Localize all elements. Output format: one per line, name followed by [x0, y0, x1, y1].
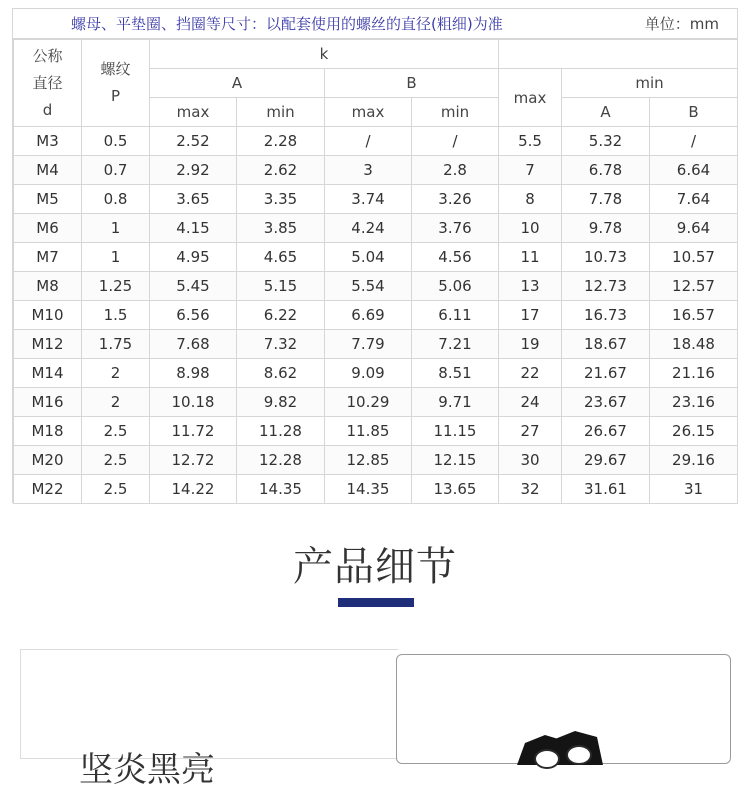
cell-pitch: 2.5 — [82, 475, 150, 504]
cell-s-min-b: 26.15 — [650, 417, 738, 446]
cell-k-b-min: 8.51 — [412, 359, 499, 388]
header-s-min-b: B — [650, 98, 738, 127]
cell-s-max: 5.5 — [499, 127, 562, 156]
cell-k-a-max: 2.52 — [150, 127, 237, 156]
cell-s-min-b: 29.16 — [650, 446, 738, 475]
cell-pitch: 1.75 — [82, 330, 150, 359]
title-underline — [338, 598, 414, 607]
cell-pitch: 2.5 — [82, 417, 150, 446]
cell-k-b-max: 6.69 — [325, 301, 412, 330]
cell-k-a-max: 11.72 — [150, 417, 237, 446]
cell-s-min-a: 21.67 — [562, 359, 650, 388]
cell-k-a-min: 4.65 — [237, 243, 325, 272]
header-k-b-max: max — [325, 98, 412, 127]
cell-nominal: M14 — [14, 359, 82, 388]
cell-s-max: 19 — [499, 330, 562, 359]
detail-caption: 坚炎黑亮 — [79, 750, 215, 790]
size-note: 螺母、平垫圈、挡圈等尺寸：以配套使用的螺丝的直径(粗细)为准 — [71, 15, 503, 33]
cell-pitch: 1 — [82, 243, 150, 272]
cell-s-min-a: 6.78 — [562, 156, 650, 185]
unit-label: 单位：mm — [644, 15, 719, 33]
cell-pitch: 1.25 — [82, 272, 150, 301]
cell-k-a-min: 8.62 — [237, 359, 325, 388]
cell-k-a-min: 2.62 — [237, 156, 325, 185]
table-row — [14, 417, 738, 446]
table-row — [14, 446, 738, 475]
table-row — [14, 301, 738, 330]
cell-k-a-max: 3.65 — [150, 185, 237, 214]
detail-text-card — [20, 649, 398, 790]
spec-header-bar — [13, 9, 737, 39]
cell-s-max: 11 — [499, 243, 562, 272]
cell-nominal: M4 — [14, 156, 82, 185]
table-row — [14, 185, 738, 214]
cell-s-max: 7 — [499, 156, 562, 185]
header-k-b: B — [325, 69, 499, 98]
cell-s-max: 10 — [499, 214, 562, 243]
cell-nominal: M18 — [14, 417, 82, 446]
cell-s-min-b: 16.57 — [650, 301, 738, 330]
cell-s-min-b: 23.16 — [650, 388, 738, 417]
cell-nominal: M6 — [14, 214, 82, 243]
cell-k-a-min: 11.28 — [237, 417, 325, 446]
cell-k-b-min: 3.26 — [412, 185, 499, 214]
hex-nut-image — [397, 655, 732, 765]
cell-s-max: 8 — [499, 185, 562, 214]
cell-s-min-a: 9.78 — [562, 214, 650, 243]
cell-k-b-max: 9.09 — [325, 359, 412, 388]
cell-pitch: 0.5 — [82, 127, 150, 156]
header-thread-pitch: 螺纹 P — [82, 40, 150, 127]
cell-s-min-a: 10.73 — [562, 243, 650, 272]
cell-k-b-min: 7.21 — [412, 330, 499, 359]
spec-table-panel — [12, 8, 738, 503]
header-s-blank — [499, 40, 738, 69]
cell-k-a-max: 4.15 — [150, 214, 237, 243]
table-row — [14, 330, 738, 359]
cell-k-a-min: 5.15 — [237, 272, 325, 301]
cell-k-a-min: 7.32 — [237, 330, 325, 359]
header-k-a: A — [150, 69, 325, 98]
cell-s-min-a: 29.67 — [562, 446, 650, 475]
cell-k-b-max: 5.04 — [325, 243, 412, 272]
cell-k-a-min: 12.28 — [237, 446, 325, 475]
table-row — [14, 388, 738, 417]
cell-s-max: 30 — [499, 446, 562, 475]
cell-k-a-max: 14.22 — [150, 475, 237, 504]
cell-nominal: M8 — [14, 272, 82, 301]
header-k-a-max: max — [150, 98, 237, 127]
table-row — [14, 214, 738, 243]
cell-k-a-max: 6.56 — [150, 301, 237, 330]
cell-k-b-max: 12.85 — [325, 446, 412, 475]
cell-k-b-min: 9.71 — [412, 388, 499, 417]
cell-s-min-b: 6.64 — [650, 156, 738, 185]
header-k: k — [150, 40, 499, 69]
cell-k-a-max: 5.45 — [150, 272, 237, 301]
table-row — [14, 359, 738, 388]
cell-k-a-min: 2.28 — [237, 127, 325, 156]
header-nominal-diameter: 公称 直径 d — [14, 40, 82, 127]
cell-s-max: 27 — [499, 417, 562, 446]
cell-s-min-b: 18.48 — [650, 330, 738, 359]
cell-s-min-a: 31.61 — [562, 475, 650, 504]
cell-s-max: 32 — [499, 475, 562, 504]
cell-nominal: M16 — [14, 388, 82, 417]
cell-k-a-min: 3.35 — [237, 185, 325, 214]
cell-k-b-max: 4.24 — [325, 214, 412, 243]
header-k-b-min: min — [412, 98, 499, 127]
cell-k-b-min: 11.15 — [412, 417, 499, 446]
cell-nominal: M22 — [14, 475, 82, 504]
cell-nominal: M10 — [14, 301, 82, 330]
cell-s-min-a: 5.32 — [562, 127, 650, 156]
cell-k-a-max: 4.95 — [150, 243, 237, 272]
cell-pitch: 2 — [82, 359, 150, 388]
cell-k-b-min: 5.06 — [412, 272, 499, 301]
cell-k-b-min: 12.15 — [412, 446, 499, 475]
cell-k-a-max: 8.98 — [150, 359, 237, 388]
cell-s-max: 24 — [499, 388, 562, 417]
cell-s-min-b: 31 — [650, 475, 738, 504]
cell-s-min-a: 16.73 — [562, 301, 650, 330]
cell-k-a-max: 7.68 — [150, 330, 237, 359]
cell-k-b-min: 2.8 — [412, 156, 499, 185]
spec-table-body — [14, 127, 738, 504]
cell-s-min-b: 10.57 — [650, 243, 738, 272]
cell-k-b-min: / — [412, 127, 499, 156]
cell-s-min-b: 21.16 — [650, 359, 738, 388]
cell-pitch: 0.8 — [82, 185, 150, 214]
cell-k-b-max: 3.74 — [325, 185, 412, 214]
cell-nominal: M12 — [14, 330, 82, 359]
cell-s-max: 22 — [499, 359, 562, 388]
cell-k-a-max: 2.92 — [150, 156, 237, 185]
table-row — [14, 156, 738, 185]
table-row — [14, 243, 738, 272]
cell-nominal: M3 — [14, 127, 82, 156]
cell-pitch: 1.5 — [82, 301, 150, 330]
header-s-min-a: A — [562, 98, 650, 127]
cell-k-b-min: 4.56 — [412, 243, 499, 272]
cell-k-a-max: 10.18 — [150, 388, 237, 417]
cell-k-b-min: 6.11 — [412, 301, 499, 330]
cell-s-min-a: 12.73 — [562, 272, 650, 301]
cell-s-max: 17 — [499, 301, 562, 330]
cell-s-max: 13 — [499, 272, 562, 301]
cell-pitch: 0.7 — [82, 156, 150, 185]
cell-s-min-a: 23.67 — [562, 388, 650, 417]
cell-k-b-max: 11.85 — [325, 417, 412, 446]
cell-s-min-b: / — [650, 127, 738, 156]
cell-s-min-b: 7.64 — [650, 185, 738, 214]
cell-k-b-max: 7.79 — [325, 330, 412, 359]
cell-k-a-min: 3.85 — [237, 214, 325, 243]
cell-s-min-a: 18.67 — [562, 330, 650, 359]
cell-k-a-min: 9.82 — [237, 388, 325, 417]
cell-k-a-min: 6.22 — [237, 301, 325, 330]
table-row — [14, 272, 738, 301]
cell-s-min-b: 9.64 — [650, 214, 738, 243]
cell-nominal: M7 — [14, 243, 82, 272]
cell-s-min-a: 7.78 — [562, 185, 650, 214]
cell-nominal: M20 — [14, 446, 82, 475]
cell-pitch: 1 — [82, 214, 150, 243]
header-s-max: max — [499, 69, 562, 127]
cell-pitch: 2.5 — [82, 446, 150, 475]
cell-pitch: 2 — [82, 388, 150, 417]
header-k-a-min: min — [237, 98, 325, 127]
cell-s-min-b: 12.57 — [650, 272, 738, 301]
cell-nominal: M5 — [14, 185, 82, 214]
cell-k-b-min: 13.65 — [412, 475, 499, 504]
detail-image-card — [396, 654, 731, 764]
cell-k-b-max: 14.35 — [325, 475, 412, 504]
section-title: 产品细节 — [293, 544, 457, 590]
cell-k-a-min: 14.35 — [237, 475, 325, 504]
cell-k-b-min: 3.76 — [412, 214, 499, 243]
cell-k-b-max: 3 — [325, 156, 412, 185]
cell-k-b-max: / — [325, 127, 412, 156]
table-row — [14, 127, 738, 156]
cell-k-b-max: 5.54 — [325, 272, 412, 301]
spec-table — [13, 39, 738, 504]
cell-k-b-max: 10.29 — [325, 388, 412, 417]
header-s-min: min — [562, 69, 738, 98]
cell-k-a-max: 12.72 — [150, 446, 237, 475]
cell-s-min-a: 26.67 — [562, 417, 650, 446]
table-row — [14, 475, 738, 504]
